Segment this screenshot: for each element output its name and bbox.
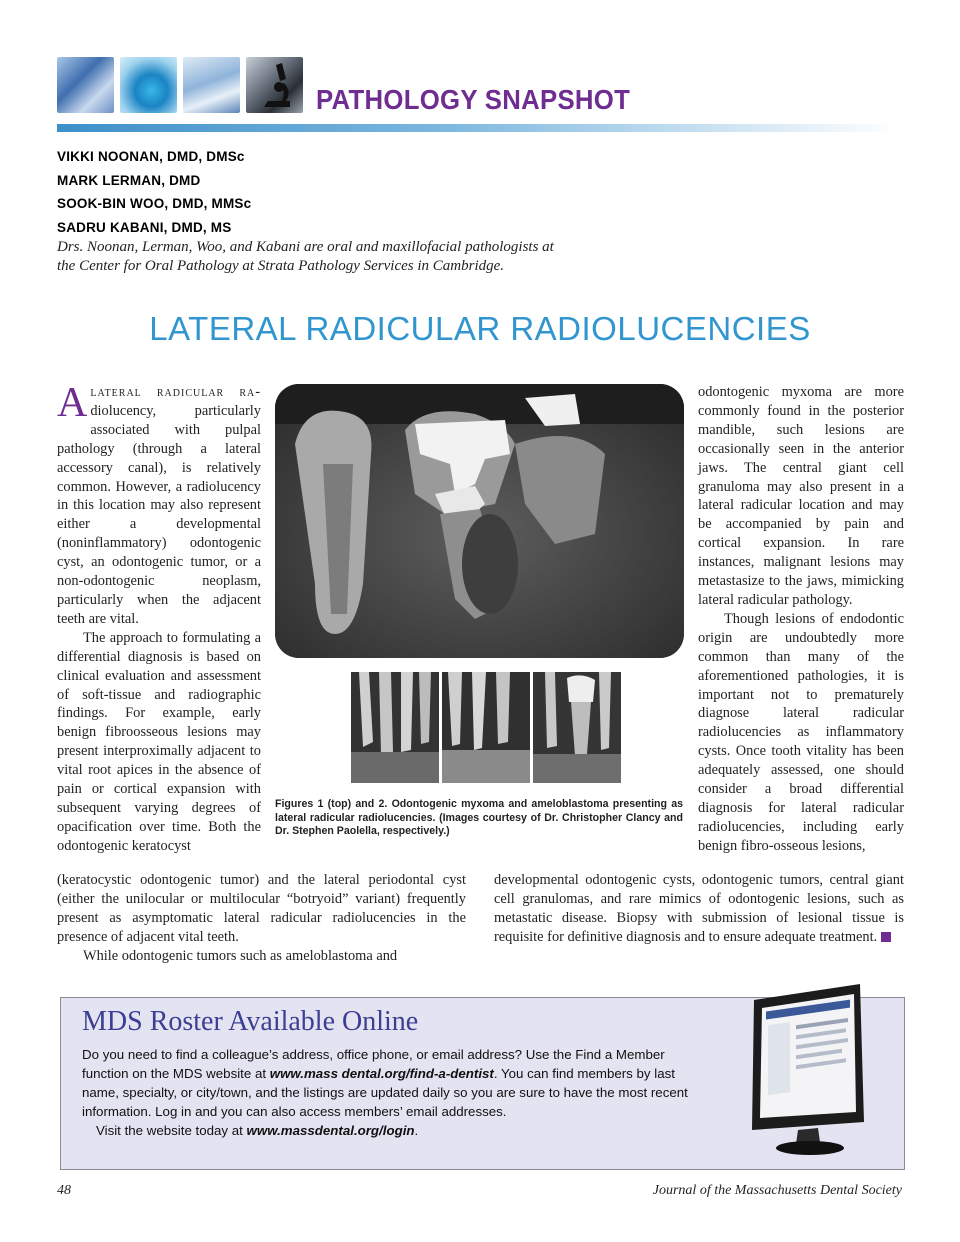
header-thumbnails (57, 57, 307, 113)
test-tubes-image (57, 57, 114, 113)
article-paragraph: The approach to formulating a differential diagnosis is based on clinical evaluation and assessment of soft-tissue and radiographic findings. For example, early benign fibroosseous lesions may present interproximally adjacent to vital root apices in the absence of pain or cortical expansion with subsequent varying degrees of opacification over time. Both the odontogenic keratocyst (57, 629, 261, 854)
radiograph-panel (442, 672, 530, 783)
sidebar-paragraph: Visit the website today at www.massdental.org/login. (96, 1123, 419, 1138)
section-title: PATHOLOGY SNAPSHOT (316, 84, 631, 115)
article-column-left (57, 380, 261, 856)
article-title: LATERAL RADICULAR RADIOLUCENCIES (149, 310, 811, 347)
author-list (57, 145, 251, 239)
sidebar-title: MDS Roster Available Online (82, 1006, 419, 1037)
article-column-bottom-left (57, 871, 466, 966)
journal-name: Journal of the Massachusetts Dental Society (652, 1183, 902, 1198)
sidebar-text (82, 1045, 692, 1140)
article-paragraph: Alateral radicular ra-diolucency, particularly associated with pulpal pathology (through a lateral accessory canal), is relatively common. However, a radiolucency in this location may also represent either a developmental (noninflammatory) odontogenic cyst, an odontogenic tumor, or a non-odontogenic neoplasm, particularly when the adjacent teeth are vital. (57, 380, 261, 627)
monitor-image (748, 980, 870, 1160)
article-column-bottom-right (494, 871, 904, 947)
petri-dish-image (183, 57, 240, 113)
article-paragraph: Though lesions of endodontic origin are undoubtedly more common than many of the aforementioned pathologies, it is important not to prematurely diagnose lateral radicular radiolucencies as inflammatory cysts. Once tooth vitality has been adequately assessed, one should consider a broad differential diagnosis for lateral radicular radiolucencies, including early benign fibro-osseous lesions, (698, 610, 904, 854)
flask-image (120, 57, 177, 113)
article-paragraph: (keratocystic odontogenic tumor) and the lateral periodontal cyst (either the unilocular or multilocular “botryoid” variant) frequently present as asymptomatic lateral radicular radiolucencies in the presence of adjacent vital teeth. (57, 872, 466, 945)
radiograph-panel (533, 672, 621, 783)
figure-caption: Figures 1 (top) and 2. Odontogenic myxoma and ameloblastoma presenting as lateral radicular radiolucencies. (Images courtesy of Dr. Christopher Clancy and Dr. Stephen Paolella, respectively.) (275, 798, 683, 838)
figure-2-radiographs (351, 672, 621, 783)
article-paragraph: developmental odontogenic cysts, odontogenic tumors, central giant cell granulomas, and rare mimics of odontogenic lesions, such as metastatic disease. Biopsy with submission of lesional tissue is requisite for definitive diagnosis and to ensure adequate treatment. (494, 872, 904, 945)
radiograph-panel (351, 672, 439, 783)
author-name: VIKKI NOONAN, DMD, DMSc (57, 149, 245, 164)
login-link[interactable]: www.massdental.org/login (246, 1123, 415, 1138)
find-a-dentist-link[interactable]: www.mass dental.org/find-a-dentist (269, 1066, 494, 1081)
lead-in: lateral radicular ra- (90, 384, 261, 400)
page-number: 48 (57, 1183, 71, 1198)
sidebar-paragraph: Do you need to find a colleague’s address, office phone, or email address? Use the Find a Member function on the MDS website at www.mass dental.org/find-a-dentist. You can find members by last name, specialty, or city/town, and the listings are updated daily so you are sure to have the most recent information. Log in and you can also access members’ email addresses. (82, 1047, 688, 1119)
end-mark-icon (881, 932, 891, 942)
author-name: SADRU KABANI, DMD, MS (57, 219, 232, 235)
article-paragraph: odontogenic myxoma are more commonly found in the posterior mandible, such lesions are occasionally seen in the anterior jaws. The central giant cell granuloma may also present in a lateral radicular location and may be accompanied by pain and cortical expansion. In rare instances, malignant lesions may metastasize to the jaws, mimicking lateral radicular pathology. (698, 384, 904, 608)
microscope-image (246, 57, 303, 113)
bio-line: Drs. Noonan, Lerman, Woo, and Kabani are oral and maxillofacial pathologists at (57, 239, 554, 255)
figure-1-radiograph (275, 384, 684, 658)
article-column-right (698, 383, 904, 856)
header-rule (57, 124, 897, 132)
article-paragraph: While odontogenic tumors such as ameloblastoma and (83, 947, 398, 964)
drop-cap: A (57, 380, 88, 426)
author-bio (57, 238, 617, 276)
bio-line: the Center for Oral Pathology at Strata Pathology Services in Cambridge. (57, 258, 505, 274)
author-name: MARK LERMAN, DMD (57, 172, 201, 188)
author-name: SOOK-BIN WOO, DMD, MMSc (57, 196, 252, 211)
